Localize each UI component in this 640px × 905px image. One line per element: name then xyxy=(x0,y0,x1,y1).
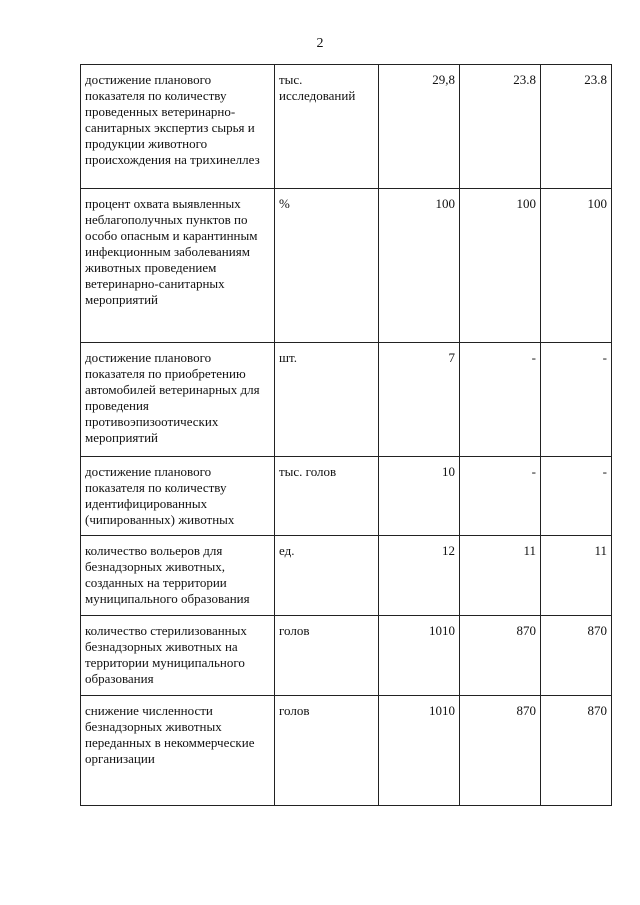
table-row xyxy=(81,536,612,616)
indicator-value-2: 870 xyxy=(460,616,541,696)
indicator-unit: голов xyxy=(275,616,379,696)
indicator-description: количество вольеров для безнадзорных животных, созданных на территории муниципального образования xyxy=(81,536,275,616)
indicator-value-3: 870 xyxy=(541,616,612,696)
table-row xyxy=(81,65,612,189)
indicator-unit: тыс. исследований xyxy=(275,65,379,189)
indicator-description: количество стерилизованных безнадзорных животных на территории муниципального образования xyxy=(81,616,275,696)
indicator-value-3: - xyxy=(541,457,612,536)
indicator-unit: тыс. голов xyxy=(275,457,379,536)
table-row xyxy=(81,457,612,536)
indicator-value-3: 11 xyxy=(541,536,612,616)
page-number: 2 xyxy=(316,36,324,51)
indicator-unit: шт. xyxy=(275,343,379,457)
indicator-unit: % xyxy=(275,189,379,343)
indicator-value-1: 12 xyxy=(379,536,460,616)
indicator-value-3: 870 xyxy=(541,696,612,806)
indicator-unit: голов xyxy=(275,696,379,806)
indicator-value-1: 100 xyxy=(379,189,460,343)
indicator-description: процент охвата выявленных неблагополучных пунктов по особо опасным и карантинным инфекционным заболеваниям животных проведением ветеринарно-санитарных мероприятий xyxy=(81,189,275,343)
indicator-value-3: 23.8 xyxy=(541,65,612,189)
table-row xyxy=(81,343,612,457)
indicator-value-3: 100 xyxy=(541,189,612,343)
table-row xyxy=(81,616,612,696)
indicator-value-1: 29,8 xyxy=(379,65,460,189)
indicator-value-2: 870 xyxy=(460,696,541,806)
indicator-value-1: 7 xyxy=(379,343,460,457)
indicator-value-3: - xyxy=(541,343,612,457)
indicator-value-1: 1010 xyxy=(379,696,460,806)
indicator-value-2: - xyxy=(460,457,541,536)
indicators-table xyxy=(80,64,612,806)
indicator-value-2: 11 xyxy=(460,536,541,616)
indicator-value-2: - xyxy=(460,343,541,457)
indicator-description: достижение планового показателя по приобретению автомобилей ветеринарных для проведения противоэпизоотических мероприятий xyxy=(81,343,275,457)
indicator-value-2: 23.8 xyxy=(460,65,541,189)
indicator-value-1: 1010 xyxy=(379,616,460,696)
indicator-description: достижение планового показателя по количеству идентифицированных (чипированных) животных xyxy=(81,457,275,536)
indicator-description: снижение численности безнадзорных животных переданных в некоммерческие организации xyxy=(81,696,275,806)
indicator-description: достижение планового показателя по количеству проведенных ветеринарно-санитарных экспертиз сырья и продукции животного происхождения на трихинеллез xyxy=(81,65,275,189)
indicator-value-2: 100 xyxy=(460,189,541,343)
indicator-unit: ед. xyxy=(275,536,379,616)
table-row xyxy=(81,189,612,343)
indicator-value-1: 10 xyxy=(379,457,460,536)
table-row xyxy=(81,696,612,806)
